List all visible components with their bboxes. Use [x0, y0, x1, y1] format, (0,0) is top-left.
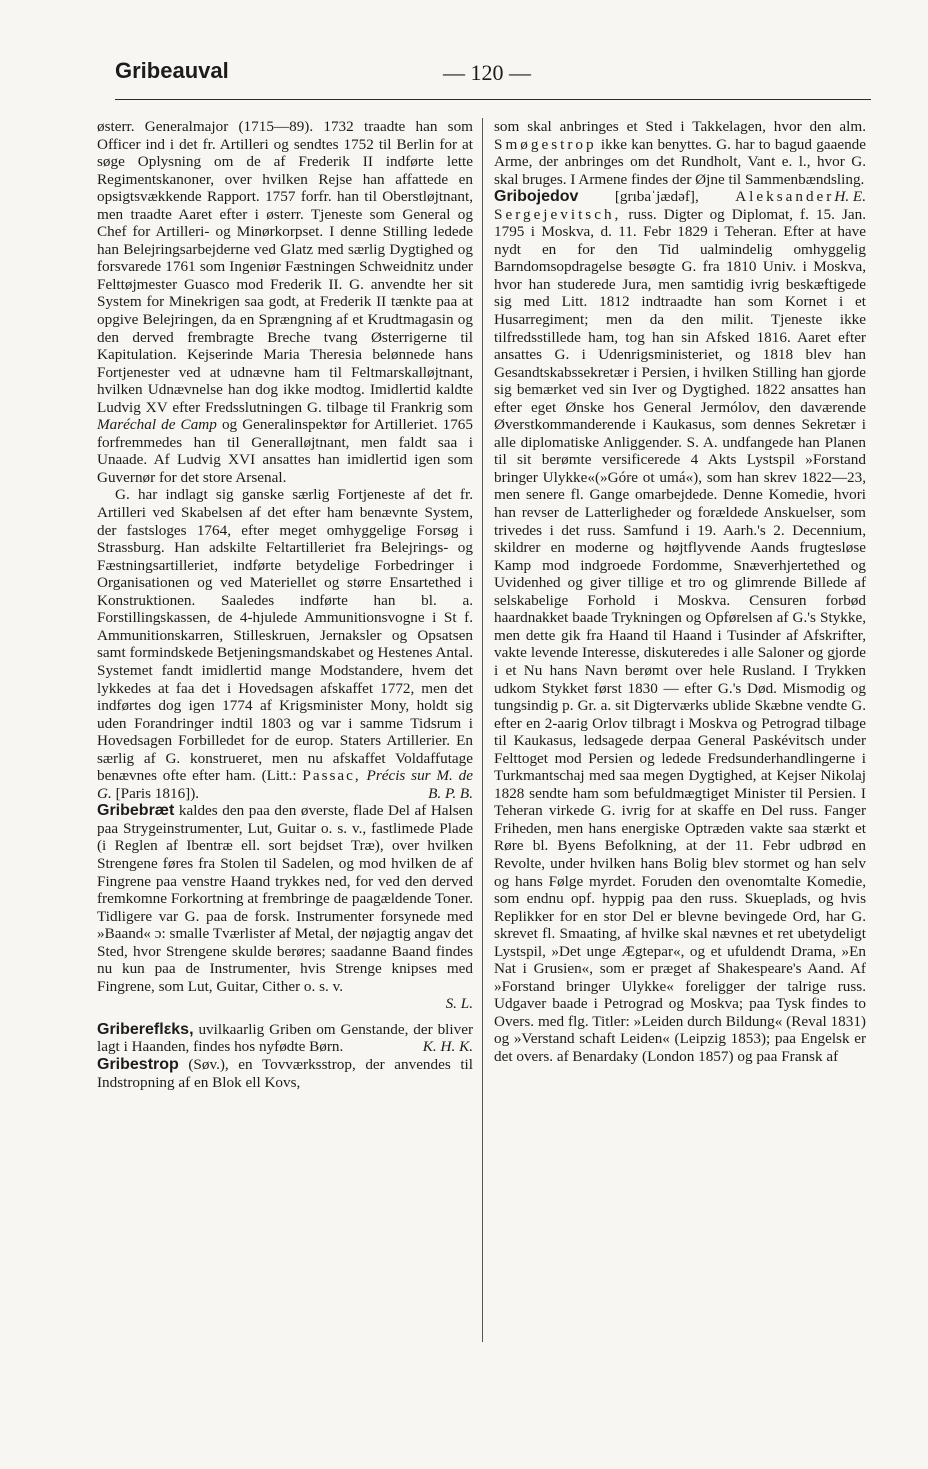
- gribestrop-continued: som skal anbringes et Sted i Takkelagen, hvor den alm. Smøgestrop ikke kan benyttes. G. har to bagud gaaende Arme, der anbringes om det Rundholt, Vant e. l., hvor G. skal bruges. I Armene findes der Øjne til Sammenbændsling. H. E.: [494, 118, 866, 206]
- entry-gribebraet: Gribebræt kaldes den paa den øverste, flade Del af Halsen paa Strygeinstrumenter, Lut, Guitar o. s. v., fastlimede Plade (i Reglen af Ibentræ ell. sort bejdset Træ), over hvilken Strengene føres fra Stolen til Sadelen, og mod hvilken de af Fingrene paa venstre Haand trykkes ned, for ved den derved fremkomne Forkortning at frembringe de paagældende Toner. Tidligere var G. paa de forsk. Instrumenter forsynede med »Baand« ɔ: smalle Tværlister af Metal, der nøjagtig angav det Sted, hvor Strengene skulde berøres; saadanne Baand findes nu kun paa de Instrumenter, hvis Strenge knipses med Fingrene, som Lut, Guitar, Cither o. s. v.: [97, 802, 474, 995]
- pronunciation: [grıbaˈjædəf],: [614, 188, 699, 206]
- headword: Gribereflεks,: [97, 1020, 194, 1038]
- signature: K. H. K.: [422, 1038, 473, 1056]
- running-headword: Gribeauval: [115, 58, 229, 83]
- signature: S. L.: [445, 995, 473, 1013]
- page-number: — 120 —: [443, 60, 531, 85]
- header-rule: [115, 99, 871, 100]
- full-name: Aleksander Sergejevitsch,: [494, 188, 835, 223]
- headword: Gribestrop: [97, 1055, 179, 1073]
- gribeauval-body: østerr. Generalmajor (1715—89). 1732 traadte han som Officer ind i det fr. Artilleri og sendtes 1752 til Berlin for at søge Oplysning om de af Frederik II indførte lette Regimentskanoner, over hvilken Rejse han affattede en opsigtsvækkende Rapport. 1757 forfr. han til Oberstløjtnant, men traadte Aaret efter i østerr. Tjeneste som General og Chef for Artilleri- og Minørkorpset. I denne Stilling ledede han Belejringsarbejderne ved Glatz med særlig Dygtighed og forsvarede 1761 som Ingeniør Fæstningen Schweidnitz under Felttøjmester Guasco mod Frederik II. G. anvendte her sit System for Minekrigen saa godt, at Frederik II tænkte paa at opgive Belejringen, da en Sprængning af et Krudtmagasin og den derved frembragte Breche tvang Østerrigerne til Kapitulation. Kejserinde Maria Theresia belønnede hans Fortjenester ved at udnævne ham til Feltmarskalløjtnant, hvilken Udnævnelse han dog ikke modtog. Imidlertid kaldte Ludvig XV efter Fredsslutningen G. tilbage til Frankrig som Maréchal de Camp og Generalinspektør for Artilleriet. 1765 forfremmedes han til Generalløjtnant, men faldt saa i Unaade. Af Ludvig XVI ansattes han imidlertid igen som Guvernør for det store Arsenal.: [97, 118, 473, 486]
- right-column: [494, 118, 866, 1066]
- entry-griberefleks: Gribereflεks, uvilkaarlig Griben om Genstande, der bliver lagt i Haanden, findes hos nyfødte Børn. K. H. K.: [97, 1020, 474, 1056]
- left-column: [97, 118, 473, 1091]
- entry-gribojedov: Gribojedov [grıbaˈjædəf], Aleksander Sergejevitsch, russ. Digter og Diplomat, f. 15. Jan. 1795 i Moskva, d. 11. Febr 1829 i Teheran. Efter at have nydt en for den Tid ualmindelig omhyggelig Barndomsopdragelse besøgte G. fra 1810 Univ. i Moskva, hvor han studerede Jura, men samtidig ivrig beskæftigede sig med Litt. 1812 indtraadte han som Kornet i et Husarregiment; men da den milit. Tjeneste ikke tilfredsstillede ham, tog han sin Afsked 1816. Aaret efter ansattes G. i Udenrigsministeriet, og 1818 blev han Gesandtskabssekretær i Persien, i hvilken Stilling han gjorde sig bemærket ved sin Iver og Dygtighed. 1822 ansattes han efter eget Ønske hos General Jermólov, den daværende Øverstkommanderende i Kaukasus, som dennes Sekretær i alle diplomatiske Anliggender. S. A. undfangede han Planen til sit berømte versificerede 4 Akts Lystspil »Forstand bringer Ulykke«(»Góre ot umá«), som han skrev 1822—23, men senere fl. Gange omarbejdede. Denne Komedie, hvori han revser de Latterligheder og forældede Anskuelser, som trivedes i det russ. Samfund i 19. Aarh.'s 2. Decennium, skildrer en moderne og højtflyvende Aands frugtesløse Kamp mod indgroede Fordomme, Snæverhjertethed og Uvidenhed og giver tillige et tro og glimrende Billede af selskabelige Forhold i Moskva. Censuren forbød haardnakket baade Trykningen og Opførelsen af G.'s Stykke, men dette gik fra Haand til Haand i Tusinder af Afskrifter, vakte levende Interesse, diskuteredes i alle Saloner og gjorde i et Nu hans Navn berømt over hele Rusland. I Trykken udkom Stykket først 1830 — efter G.'s Død. Mismodig og tungsindig p. Gr. a. sit Digterværks ublide Skæbne vendte G. efter en 2-aarig Orlov tilbragt i Moskva og Petrograd tilbage til Kaukasus, ledsagede derpaa General Paskévitsch under Felttoget mod Persien og ledede Fredsunderhandlingerne i Turkmantschaj med saa megen Dygtighed, at Kejser Nikolaj 1828 sendte ham som befuldmægtiget Minister til Persien. I Teheran virkede G. ivrig for at skaffe en Del russ. Fanger Friheden, men hans energiske Optræden vakte saa stærkt et Røre bl. Byens Befolkning, at der 11. Febr udbrød en Revolte, under hvilken hans Bolig blev stormet og han selv og hans Følge myrdet. Foruden den ovenomtalte Komedie, som endnu opf. hyppig paa den russ. Skueplads, og hvis Replikker for en stor Del er blevne bevingede Ord, har G. skrevet fl. Smaating, af hvilke skal nævnes et ret ubetydeligt Lystspil, »Det unge Ægtepar«, og et ufuldendt Drama, »En Nat i Grusien«, som er præget af Shakespeare's Aand. Af »Forstand bringer Ulykke« foreligger der talrige russ. Udgaver baade i Petrograd og Moskva; paa Tysk findes to Overs. med flg. Titler: »Leiden durch Bildung« (Reval 1831) og »Verstand schaft Leiden« (Leipzig 1853); paa Engelsk er det overs. af Benardaky (London 1857) og paa Fransk af: [494, 188, 867, 1065]
- signature: B. P. B.: [428, 784, 473, 802]
- entry-gribestrop: Gribestrop (Søv.), en Tovværksstrop, der anvendes til Indstropning af en Blok ell Kovs,: [97, 1055, 473, 1091]
- signature: H. E.: [834, 188, 866, 206]
- headword: Gribebræt: [97, 802, 175, 820]
- column-divider: [482, 118, 483, 1342]
- gribeauval-system-paragraph: G. har indlagt sig ganske særlig Fortjeneste af det fr. Artilleri ved Skabelsen af det efter ham benævnte System, der fastsloges 1764, efter meget omhyggelige Forsøg i Strassburg. Han adskilte Feltartilleriet fra Belejrings- og Fæstningsartilleriet, indførte betydelige Forbedringer i Organisationen og ved Materiellet og større Ensartethed i Konstruktionen. Saaledes indførte han bl. a. Forstillingskassen, de 4-hjulede Ammunitionsvogne i St f. Ammunitionskarren, Stilleskruen, Jernaksler og Opsatsen samt formindskede Betjeningsmandskabet og Hestenes Antal. Systemet fandt imidlertid mange Modstandere, hvem det lykkedes at faa det i Hovedsagen afskaffet 1772, men det indførtes dog igen 1774 af Krigsminister Mony, holdt sig uden Forandringer indtil 1803 og var i samme Tidsrum i Hovedsagen Forbilledet for de europ. Staters Artillerier. En særlig af G. konstrueret, men nu afskaffet Voldaffutage benævnes ofte efter ham. (Litt.: Passac, Précis sur M. de G. [Paris 1816]). B. P. B.: [97, 486, 474, 802]
- page-header: [115, 58, 875, 92]
- headword: Gribojedov: [494, 188, 579, 206]
